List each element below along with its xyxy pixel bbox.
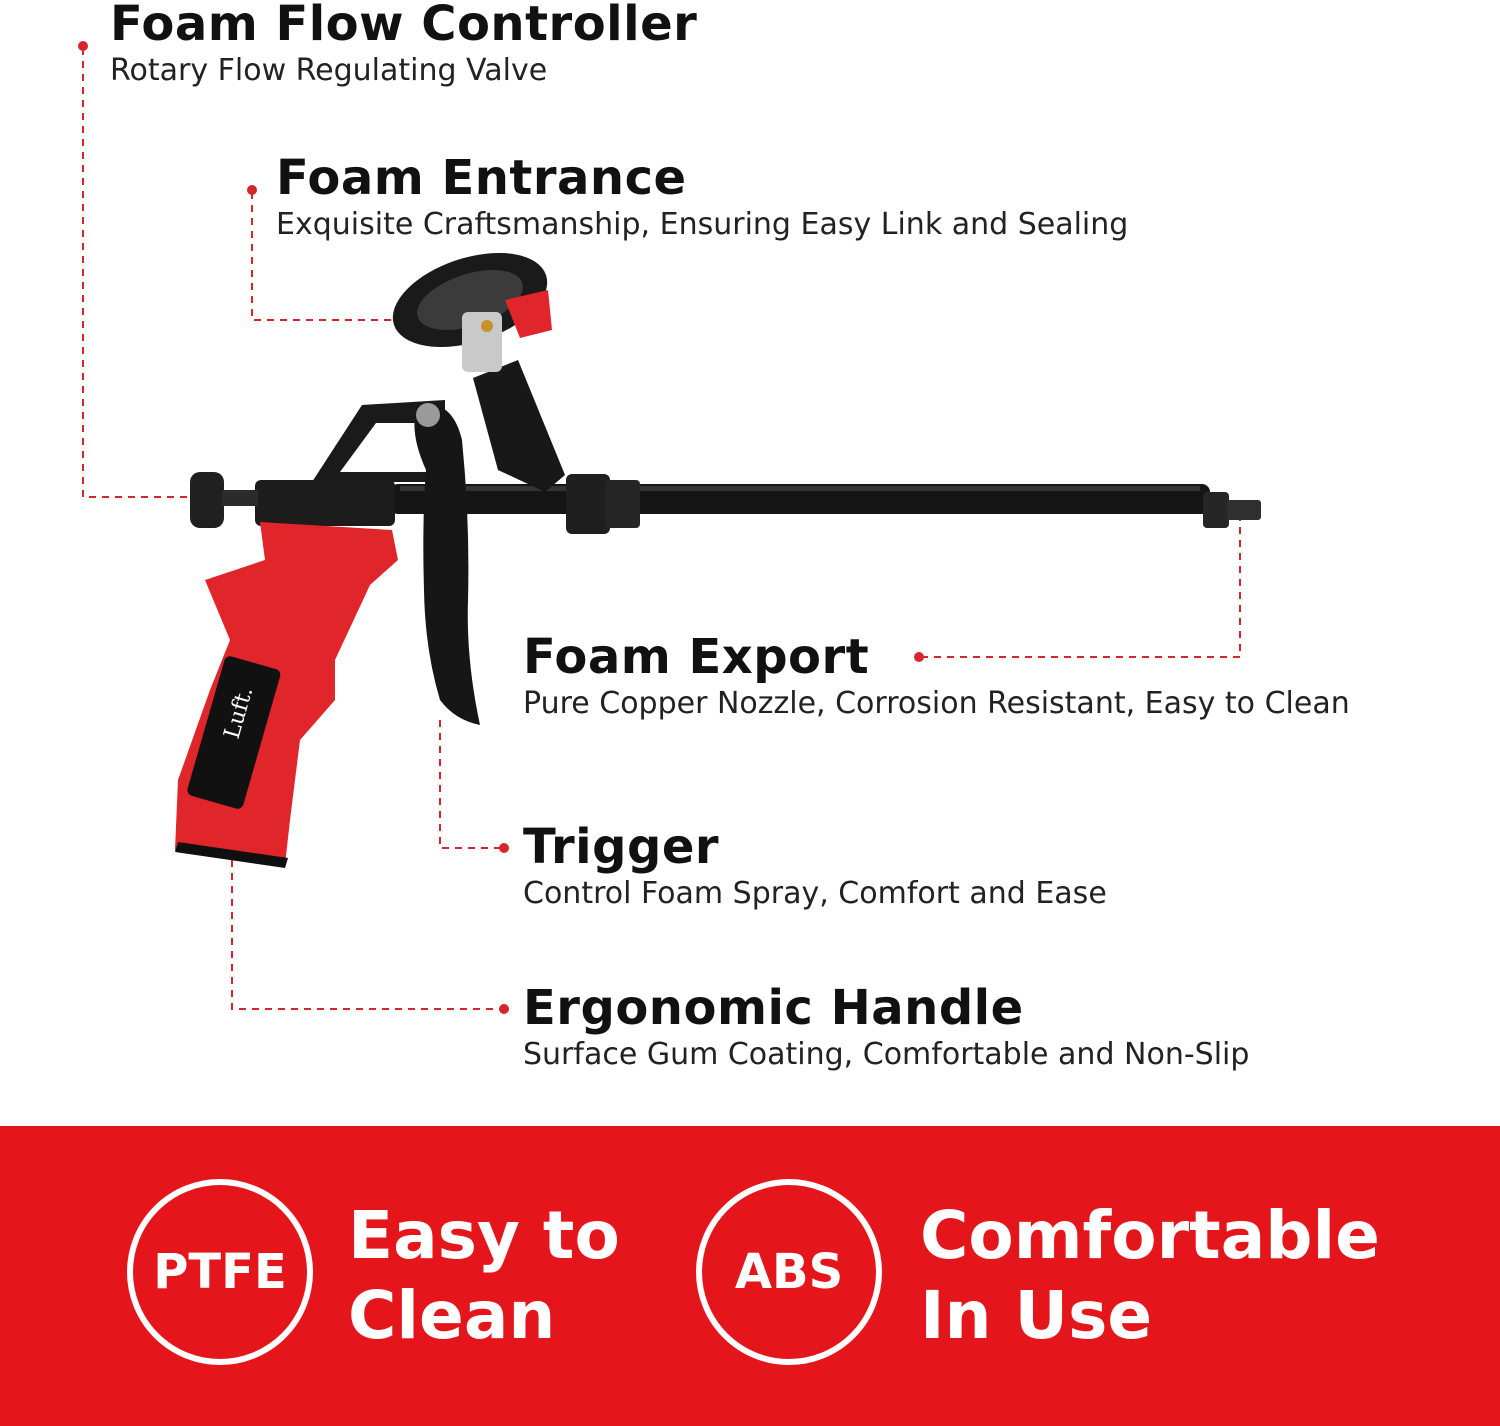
callout-flow-controller (110, 0, 697, 87)
marker-dot-trigger (499, 843, 509, 853)
flow-control-knob (190, 472, 224, 528)
feature-line: Clean (348, 1277, 556, 1354)
callout-title: Foam Export (523, 629, 870, 685)
gun-rear-housing (255, 480, 395, 526)
feature-line: Comfortable (920, 1197, 1380, 1274)
callout-foam-export (523, 629, 1350, 721)
callout-description: Control Foam Spray, Comfort and Ease (523, 876, 1107, 911)
gun-handle (175, 522, 398, 865)
callout-description: Exquisite Craftsmanship, Ensuring Easy Link and Sealing (276, 207, 1129, 242)
feature-text-easy-clean (348, 1196, 620, 1356)
callout-title: Ergonomic Handle (523, 980, 1024, 1036)
leader-line-trigger (440, 720, 503, 848)
leader-line-flow-controller (83, 48, 190, 497)
feature-band (0, 1126, 1500, 1426)
feature-line: In Use (920, 1277, 1153, 1354)
adapter-column (473, 360, 565, 492)
feature-text-comfortable (920, 1196, 1380, 1356)
marker-dot-entrance (247, 185, 257, 195)
marker-dot-flow-controller (78, 41, 88, 51)
abs-badge (696, 1179, 882, 1365)
leader-line-handle (232, 860, 503, 1009)
ptfe-badge (127, 1179, 313, 1365)
marker-dot-handle (499, 1004, 509, 1014)
nozzle-tip (1203, 492, 1229, 528)
gun-trigger (414, 404, 480, 725)
callout-description: Rotary Flow Regulating Valve (110, 53, 548, 88)
foam-gun-illustration (175, 235, 1261, 868)
callout-title: Foam Flow Controller (110, 0, 698, 52)
callout-ergonomic-handle (523, 980, 1250, 1072)
brand-label-text: Luft. (219, 684, 259, 742)
callout-trigger (523, 819, 1107, 911)
callout-title: Foam Entrance (276, 150, 687, 206)
barrel-collar (566, 474, 610, 534)
badge-label: ABS (734, 1244, 844, 1300)
callout-title: Trigger (523, 819, 720, 875)
callout-description: Pure Copper Nozzle, Corrosion Resistant, Easy to Clean (523, 686, 1350, 721)
callout-foam-entrance (276, 150, 1129, 242)
badge-label: PTFE (153, 1244, 287, 1300)
callout-description: Surface Gum Coating, Comfortable and Non-Slip (523, 1037, 1250, 1072)
feature-line: Easy to (348, 1197, 620, 1274)
